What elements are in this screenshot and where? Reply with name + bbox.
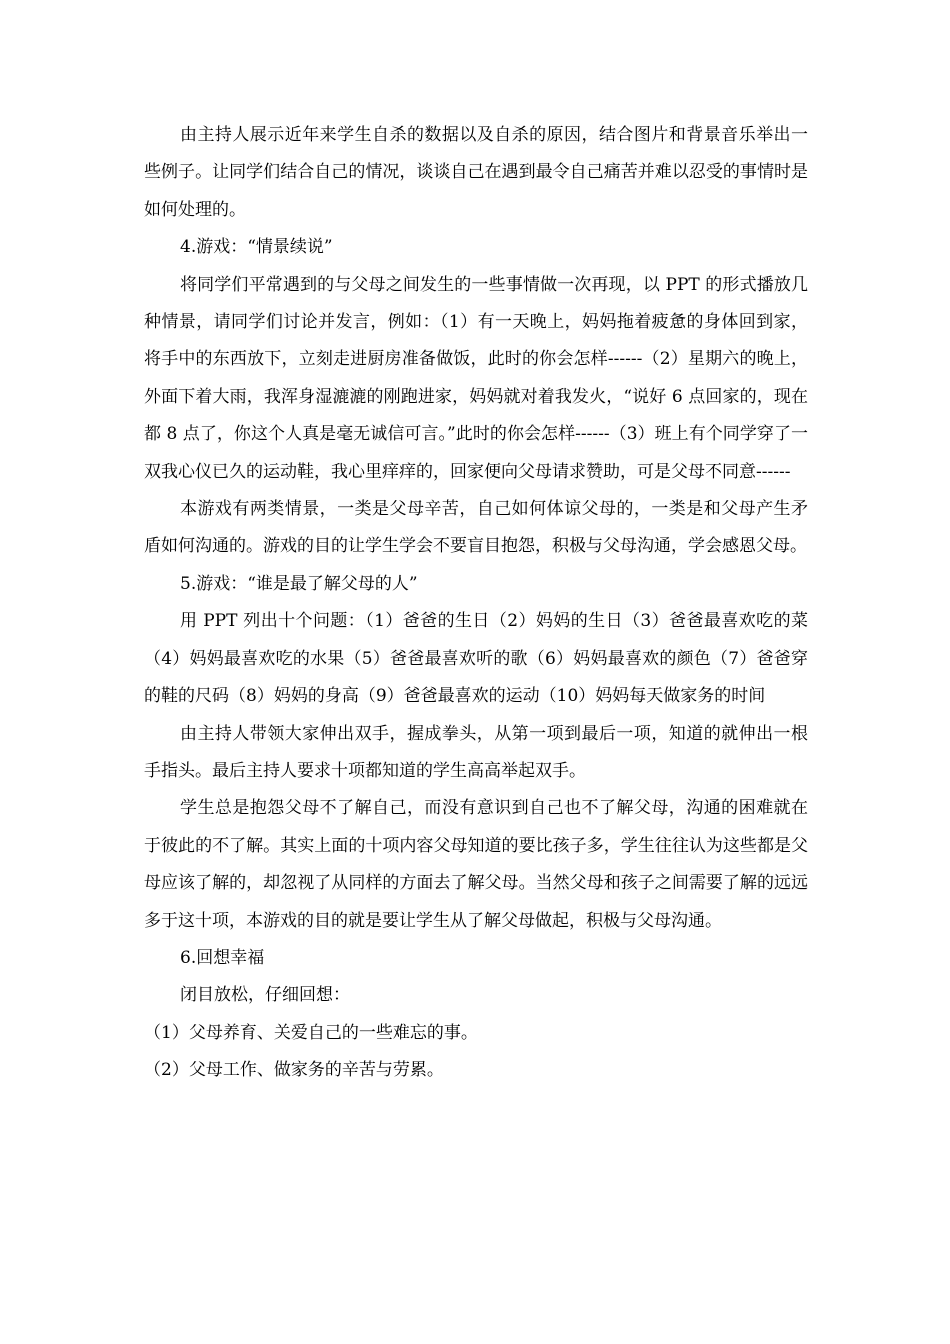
paragraph-game-4-description: 将同学们平常遇到的与父母之间发生的一些事情做一次再现，以 PPT 的形式播放几种情景，请同学们讨论并发言，例如：（1）有一天晚上，妈妈拖着疲惫的身体回到家，将手中的东西放下，立刻走进厨房准备做饭，此时的你会怎样------（2）星期六的晚上，外面下着大雨，我浑身湿漉漉的刚跑进家，妈妈就对着我发火，“说好 6 点回家的，现在都 8 点了，你这个人真是毫无诚信可言。”此时的你会怎样------（3）班上有个同学穿了一双我心仪已久的运动鞋，我心里痒痒的，回家便向父母请求赞助，可是父母不同意------	[144, 274, 808, 482]
paragraph-intro: 由主持人展示近年来学生自杀的数据以及自杀的原因，结合图片和背景音乐举出一些例子。让同学们结合自己的情况，谈谈自己在遇到最令自己痛苦并难以忍受的事情时是如何处理的。	[144, 125, 808, 220]
paragraph-game-4-purpose: 本游戏有两类情景，一类是父母辛苦，自己如何体谅父母的，一类是和父母产生矛盾如何沟通的。游戏的目的让学生学会不要盲目抱怨，积极与父母沟通，学会感恩父母。	[144, 499, 808, 557]
paragraph-game-5-procedure: 由主持人带领大家伸出双手，握成拳头，从第一项到最后一项，知道的就伸出一根手指头。最后主持人要求十项都知道的学生高高举起双手。	[144, 723, 808, 781]
document-page	[144, 117, 808, 1090]
paragraph-game-5-questions: 用 PPT 列出十个问题：（1）爸爸的生日（2）妈妈的生日（3）爸爸最喜欢吃的菜（4）妈妈最喜欢吃的水果（5）爸爸最喜欢听的歌（6）妈妈最喜欢的颜色（7）爸爸穿的鞋的尺码（8）妈妈的身高（9）爸爸最喜欢的运动（10）妈妈每天做家务的时间	[144, 611, 808, 707]
paragraph-recall-instruction: 闭目放松，仔细回想：	[180, 985, 350, 1006]
section-heading-game-4: 4.游戏：“情景续说”	[180, 237, 333, 258]
list-item: （2）父母工作、做家务的辛苦与劳累。	[144, 1060, 444, 1081]
section-heading-game-5: 5.游戏：“谁是最了解父母的人”	[180, 573, 418, 594]
section-heading-recall: 6.回想幸福	[180, 947, 265, 968]
paragraph-game-5-purpose: 学生总是抱怨父母不了解自己，而没有意识到自己也不了解父母，沟通的困难就在于彼此的不了解。其实上面的十项内容父母知道的要比孩子多，学生往往认为这些都是父母应该了解的，却忽视了从同样的方面去了解父母。当然父母和孩子之间需要了解的远远多于这十项，本游戏的目的就是要让学生从了解父母做起，积极与父母沟通。	[144, 798, 808, 931]
list-item: （1）父母养育、关爱自己的一些难忘的事。	[144, 1022, 478, 1043]
